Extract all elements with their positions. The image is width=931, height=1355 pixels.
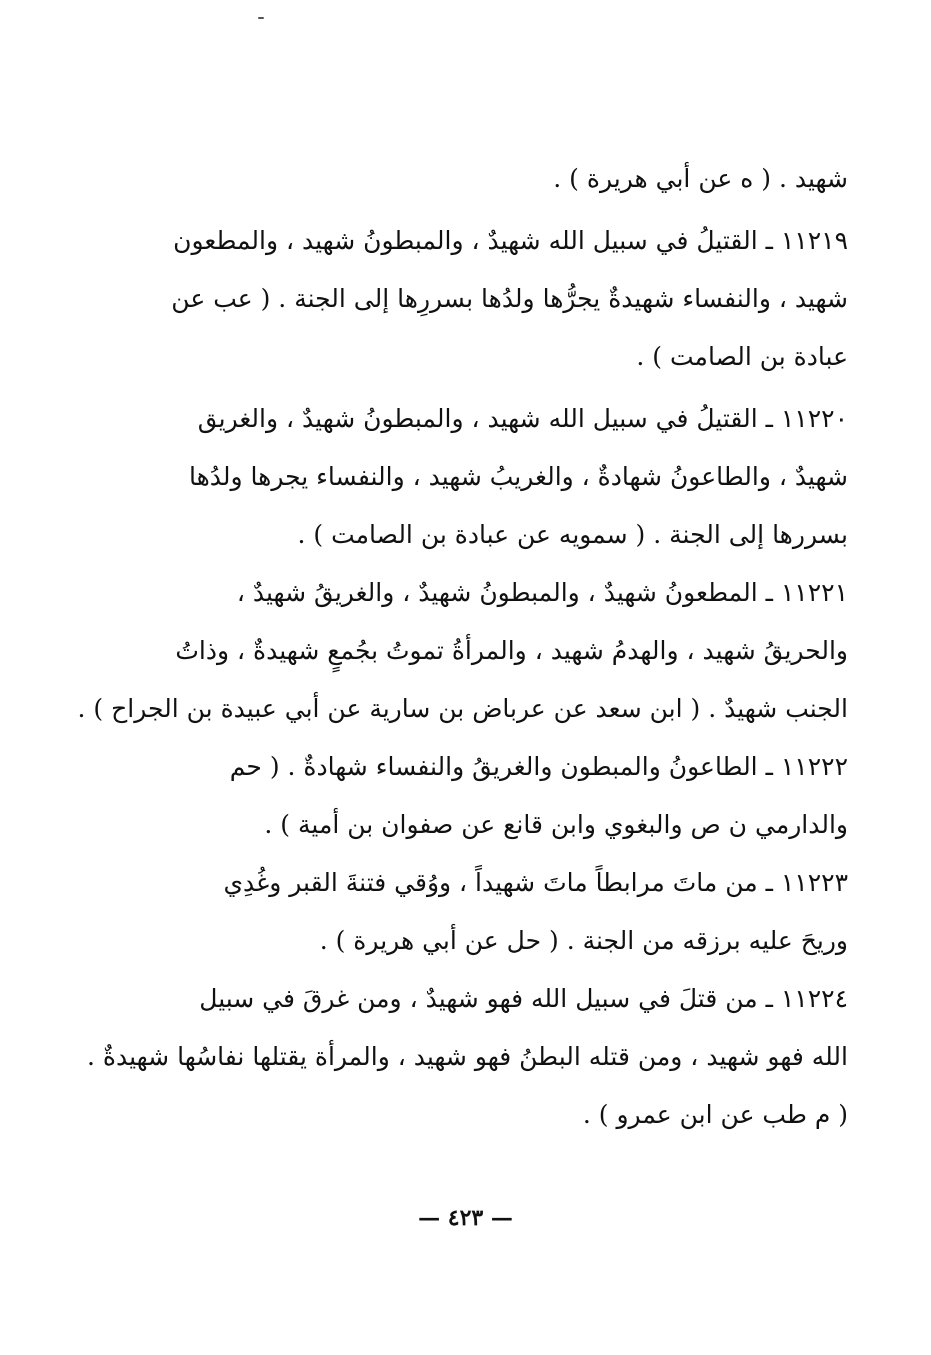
text-line: ١١٢٢٤ ـ من قتلَ في سبيل الله فهو شهيدٌ ، ومن غرقَ في سبيل	[199, 984, 848, 1013]
text-line: ١١٢٢٠ ـ القتيلُ في سبيل الله شهيد ، والمبطونُ شهيدٌ ، والغريق	[197, 404, 848, 433]
text-line: ( م طب عن ابن عمرو ) .	[582, 1100, 848, 1129]
text-line: والحريقُ شهيد ، والهدمُ شهيد ، والمرأةُ تموتُ بجُمعٍ شهيدةٌ ، وذاتُ	[175, 636, 848, 665]
text-line: شهيدٌ ، والطاعونُ شهادةٌ ، والغريبُ شهيد ، والنفساء يجرها ولدُها	[188, 462, 848, 491]
text-line: شهيد ، والنفساء شهيدةٌ يجرُّها ولدُها بسررِها إلى الجنة . ( عب عن	[171, 284, 848, 313]
text-line: ١١٢٢٢ ـ الطاعونُ والمبطون والغريقُ والنفساء شهادةٌ . ( حم	[229, 752, 848, 781]
scan-speck	[258, 17, 264, 19]
page-number: — ٤٢٣ —	[418, 1205, 513, 1231]
text-line: ١١٢١٩ ـ القتيلُ في سبيل الله شهيدٌ ، والمبطونُ شهيد ، والمطعون	[173, 226, 848, 255]
text-line: وريحَ عليه برزقه من الجنة . ( حل عن أبي هريرة ) .	[319, 926, 848, 955]
text-line: الجنب شهيدٌ . ( ابن سعد عن عرباض بن سارية عن أبي عبيدة بن الجراح ) .	[77, 694, 848, 723]
text-line: والدارمي ن ص والبغوي وابن قانع عن صفوان بن أمية ) .	[264, 810, 848, 839]
hadith-text-block	[77, 150, 848, 1144]
text-line: ١١٢٢١ ـ المطعونُ شهيدٌ ، والمبطونُ شهيدٌ ، والغريقُ شهيدٌ ،	[236, 578, 848, 607]
text-line: شهيد . ( ه عن أبي هريرة ) .	[553, 164, 848, 193]
text-line: ١١٢٢٣ ـ من ماتَ مرابطاً ماتَ شهيداً ، ووُقي فتنةَ القبر وغُدِي	[223, 868, 848, 897]
text-line: عبادة بن الصامت ) .	[636, 342, 848, 371]
text-line: الله فهو شهيد ، ومن قتله البطنُ فهو شهيد ، والمرأة يقتلها نفاسُها شهيدةٌ .	[87, 1042, 848, 1071]
text-line: بسررها إلى الجنة . ( سمويه عن عبادة بن الصامت ) .	[297, 520, 848, 549]
